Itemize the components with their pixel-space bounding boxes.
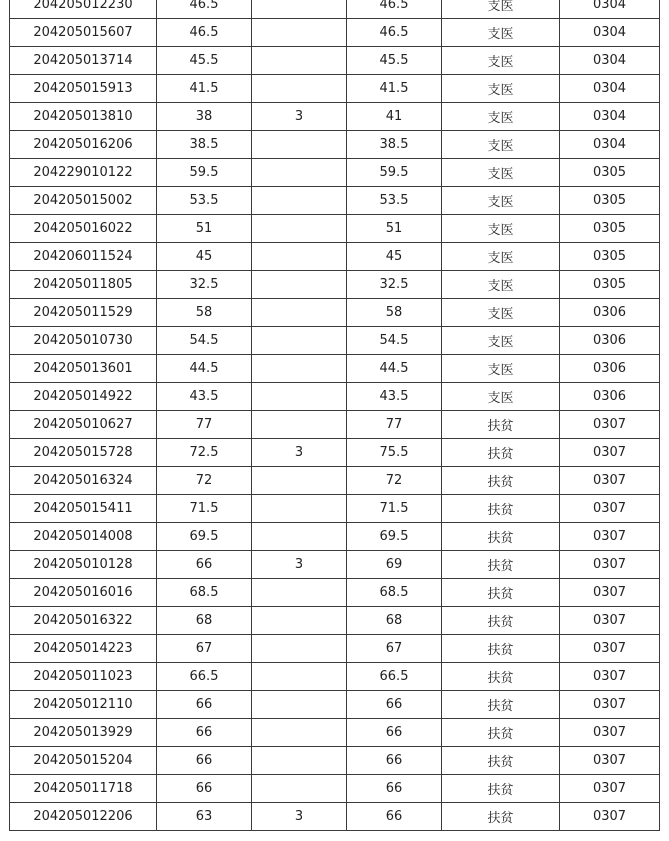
position-code-cell: 0306: [560, 327, 660, 355]
written-score-cell: 44.5: [157, 355, 252, 383]
position-category-cell: 扶贫: [442, 663, 560, 691]
total-score-cell: 72: [347, 467, 442, 495]
position-category-cell: 支医: [442, 103, 560, 131]
bonus-points-cell: [252, 663, 347, 691]
written-score-cell: 63: [157, 803, 252, 831]
position-category-cell: 扶贫: [442, 523, 560, 551]
position-category-cell: 支医: [442, 47, 560, 75]
exam-number-cell: 204205015728: [10, 439, 157, 467]
position-category-cell: 支医: [442, 271, 560, 299]
table-row: [10, 383, 660, 411]
total-score-cell: 41.5: [347, 75, 442, 103]
bonus-points-cell: [252, 19, 347, 47]
written-score-cell: 43.5: [157, 383, 252, 411]
position-code-cell: 0304: [560, 103, 660, 131]
table-row: [10, 131, 660, 159]
exam-number-cell: 204205011023: [10, 663, 157, 691]
bonus-points-cell: 3: [252, 551, 347, 579]
exam-number-cell: 204205012206: [10, 803, 157, 831]
bonus-points-cell: [252, 691, 347, 719]
bonus-points-cell: [252, 131, 347, 159]
table-row: [10, 187, 660, 215]
written-score-cell: 51: [157, 215, 252, 243]
table-row: [10, 327, 660, 355]
written-score-cell: 45.5: [157, 47, 252, 75]
bonus-points-cell: [252, 327, 347, 355]
position-code-cell: 0305: [560, 159, 660, 187]
bonus-points-cell: [252, 383, 347, 411]
exam-number-cell: 204205016016: [10, 579, 157, 607]
exam-number-cell: 204205011529: [10, 299, 157, 327]
written-score-cell: 41.5: [157, 75, 252, 103]
position-code-cell: 0304: [560, 19, 660, 47]
exam-number-cell: 204205010730: [10, 327, 157, 355]
position-category-cell: 扶贫: [442, 691, 560, 719]
written-score-cell: 38.5: [157, 131, 252, 159]
written-score-cell: 66: [157, 691, 252, 719]
written-score-cell: 53.5: [157, 187, 252, 215]
table-row: [10, 243, 660, 271]
table-row: [10, 719, 660, 747]
bonus-points-cell: [252, 411, 347, 439]
written-score-cell: 45: [157, 243, 252, 271]
bonus-points-cell: [252, 47, 347, 75]
position-code-cell: 0307: [560, 775, 660, 803]
total-score-cell: 69: [347, 551, 442, 579]
position-code-cell: 0304: [560, 131, 660, 159]
bonus-points-cell: [252, 75, 347, 103]
written-score-cell: 77: [157, 411, 252, 439]
total-score-cell: 77: [347, 411, 442, 439]
position-code-cell: 0307: [560, 607, 660, 635]
total-score-cell: 58: [347, 299, 442, 327]
score-table: [9, 0, 660, 831]
total-score-cell: 66: [347, 691, 442, 719]
exam-number-cell: 204205015204: [10, 747, 157, 775]
total-score-cell: 75.5: [347, 439, 442, 467]
bonus-points-cell: [252, 775, 347, 803]
position-category-cell: 支医: [442, 159, 560, 187]
bonus-points-cell: [252, 271, 347, 299]
table-row: [10, 691, 660, 719]
position-category-cell: 支医: [442, 299, 560, 327]
total-score-cell: 54.5: [347, 327, 442, 355]
bonus-points-cell: [252, 0, 347, 19]
total-score-cell: 66: [347, 747, 442, 775]
position-code-cell: 0304: [560, 0, 660, 19]
total-score-cell: 43.5: [347, 383, 442, 411]
bonus-points-cell: [252, 187, 347, 215]
exam-number-cell: 204205015002: [10, 187, 157, 215]
table-row: [10, 495, 660, 523]
position-category-cell: 扶贫: [442, 551, 560, 579]
written-score-cell: 46.5: [157, 19, 252, 47]
exam-number-cell: 204205015411: [10, 495, 157, 523]
written-score-cell: 68: [157, 607, 252, 635]
position-code-cell: 0307: [560, 691, 660, 719]
position-category-cell: 支医: [442, 327, 560, 355]
exam-number-cell: 204205015607: [10, 19, 157, 47]
table-row: [10, 299, 660, 327]
position-category-cell: 支医: [442, 355, 560, 383]
exam-number-cell: 204205016324: [10, 467, 157, 495]
bonus-points-cell: [252, 747, 347, 775]
position-category-cell: 扶贫: [442, 411, 560, 439]
table-row: [10, 47, 660, 75]
position-code-cell: 0306: [560, 355, 660, 383]
bonus-points-cell: [252, 299, 347, 327]
total-score-cell: 32.5: [347, 271, 442, 299]
position-category-cell: 扶贫: [442, 803, 560, 831]
bonus-points-cell: 3: [252, 439, 347, 467]
exam-number-cell: 204205012110: [10, 691, 157, 719]
table-row: [10, 747, 660, 775]
total-score-cell: 46.5: [347, 19, 442, 47]
position-category-cell: 扶贫: [442, 467, 560, 495]
total-score-cell: 53.5: [347, 187, 442, 215]
bonus-points-cell: 3: [252, 103, 347, 131]
position-category-cell: 支医: [442, 131, 560, 159]
table-row: [10, 607, 660, 635]
exam-number-cell: 204205014223: [10, 635, 157, 663]
position-category-cell: 支医: [442, 383, 560, 411]
exam-number-cell: 204206011524: [10, 243, 157, 271]
bonus-points-cell: [252, 495, 347, 523]
position-category-cell: 扶贫: [442, 747, 560, 775]
written-score-cell: 66: [157, 719, 252, 747]
total-score-cell: 45.5: [347, 47, 442, 75]
total-score-cell: 66: [347, 775, 442, 803]
table-row: [10, 579, 660, 607]
exam-number-cell: 204205016206: [10, 131, 157, 159]
table-row: [10, 803, 660, 831]
total-score-cell: 66.5: [347, 663, 442, 691]
position-code-cell: 0305: [560, 215, 660, 243]
exam-number-cell: 204205013929: [10, 719, 157, 747]
position-code-cell: 0307: [560, 495, 660, 523]
bonus-points-cell: 3: [252, 803, 347, 831]
position-code-cell: 0306: [560, 299, 660, 327]
total-score-cell: 66: [347, 803, 442, 831]
position-category-cell: 支医: [442, 75, 560, 103]
total-score-cell: 41: [347, 103, 442, 131]
bonus-points-cell: [252, 635, 347, 663]
written-score-cell: 66: [157, 747, 252, 775]
exam-number-cell: 204205013601: [10, 355, 157, 383]
written-score-cell: 66.5: [157, 663, 252, 691]
written-score-cell: 66: [157, 775, 252, 803]
total-score-cell: 59.5: [347, 159, 442, 187]
bonus-points-cell: [252, 159, 347, 187]
position-category-cell: 扶贫: [442, 495, 560, 523]
exam-number-cell: 204205016322: [10, 607, 157, 635]
position-code-cell: 0307: [560, 523, 660, 551]
exam-number-cell: 204205014008: [10, 523, 157, 551]
written-score-cell: 32.5: [157, 271, 252, 299]
table-row: [10, 663, 660, 691]
table-row: [10, 635, 660, 663]
written-score-cell: 38: [157, 103, 252, 131]
position-code-cell: 0304: [560, 75, 660, 103]
position-code-cell: 0304: [560, 47, 660, 75]
bonus-points-cell: [252, 523, 347, 551]
written-score-cell: 71.5: [157, 495, 252, 523]
written-score-cell: 67: [157, 635, 252, 663]
bonus-points-cell: [252, 243, 347, 271]
position-category-cell: 扶贫: [442, 775, 560, 803]
table-row: [10, 215, 660, 243]
table-row: [10, 355, 660, 383]
bonus-points-cell: [252, 579, 347, 607]
position-code-cell: 0307: [560, 747, 660, 775]
position-code-cell: 0307: [560, 635, 660, 663]
table-row: [10, 467, 660, 495]
position-category-cell: 支医: [442, 187, 560, 215]
table-row: [10, 103, 660, 131]
total-score-cell: 66: [347, 719, 442, 747]
position-code-cell: 0307: [560, 803, 660, 831]
exam-number-cell: 204205016022: [10, 215, 157, 243]
written-score-cell: 46.5: [157, 0, 252, 19]
table-row: [10, 271, 660, 299]
total-score-cell: 44.5: [347, 355, 442, 383]
written-score-cell: 72.5: [157, 439, 252, 467]
written-score-cell: 72: [157, 467, 252, 495]
position-category-cell: 扶贫: [442, 719, 560, 747]
position-code-cell: 0307: [560, 467, 660, 495]
table-row: [10, 19, 660, 47]
position-category-cell: 支医: [442, 215, 560, 243]
position-code-cell: 0307: [560, 439, 660, 467]
exam-number-cell: 204205012230: [10, 0, 157, 19]
written-score-cell: 54.5: [157, 327, 252, 355]
total-score-cell: 38.5: [347, 131, 442, 159]
written-score-cell: 66: [157, 551, 252, 579]
table-row: [10, 0, 660, 19]
exam-number-cell: 204205015913: [10, 75, 157, 103]
position-category-cell: 扶贫: [442, 635, 560, 663]
position-code-cell: 0307: [560, 579, 660, 607]
exam-number-cell: 204205010627: [10, 411, 157, 439]
exam-number-cell: 204205013810: [10, 103, 157, 131]
written-score-cell: 69.5: [157, 523, 252, 551]
position-category-cell: 支医: [442, 243, 560, 271]
table-row: [10, 523, 660, 551]
position-code-cell: 0307: [560, 411, 660, 439]
position-code-cell: 0307: [560, 719, 660, 747]
table-row: [10, 439, 660, 467]
total-score-cell: 68.5: [347, 579, 442, 607]
score-table-container: [9, 0, 659, 831]
position-category-cell: 扶贫: [442, 439, 560, 467]
table-row: [10, 411, 660, 439]
position-category-cell: 扶贫: [442, 579, 560, 607]
bonus-points-cell: [252, 355, 347, 383]
written-score-cell: 68.5: [157, 579, 252, 607]
exam-number-cell: 204205010128: [10, 551, 157, 579]
position-code-cell: 0307: [560, 663, 660, 691]
bonus-points-cell: [252, 215, 347, 243]
position-code-cell: 0306: [560, 383, 660, 411]
exam-number-cell: 204205013714: [10, 47, 157, 75]
table-row: [10, 775, 660, 803]
total-score-cell: 51: [347, 215, 442, 243]
position-category-cell: 支医: [442, 0, 560, 19]
exam-number-cell: 204229010122: [10, 159, 157, 187]
position-category-cell: 扶贫: [442, 607, 560, 635]
bonus-points-cell: [252, 607, 347, 635]
total-score-cell: 46.5: [347, 0, 442, 19]
table-row: [10, 75, 660, 103]
position-code-cell: 0305: [560, 271, 660, 299]
total-score-cell: 69.5: [347, 523, 442, 551]
score-table-body: [10, 0, 660, 831]
total-score-cell: 45: [347, 243, 442, 271]
written-score-cell: 58: [157, 299, 252, 327]
exam-number-cell: 204205011805: [10, 271, 157, 299]
total-score-cell: 71.5: [347, 495, 442, 523]
exam-number-cell: 204205014922: [10, 383, 157, 411]
position-category-cell: 支医: [442, 19, 560, 47]
position-code-cell: 0305: [560, 243, 660, 271]
written-score-cell: 59.5: [157, 159, 252, 187]
position-code-cell: 0305: [560, 187, 660, 215]
position-code-cell: 0307: [560, 551, 660, 579]
table-row: [10, 159, 660, 187]
bonus-points-cell: [252, 719, 347, 747]
exam-number-cell: 204205011718: [10, 775, 157, 803]
total-score-cell: 68: [347, 607, 442, 635]
bonus-points-cell: [252, 467, 347, 495]
table-row: [10, 551, 660, 579]
total-score-cell: 67: [347, 635, 442, 663]
